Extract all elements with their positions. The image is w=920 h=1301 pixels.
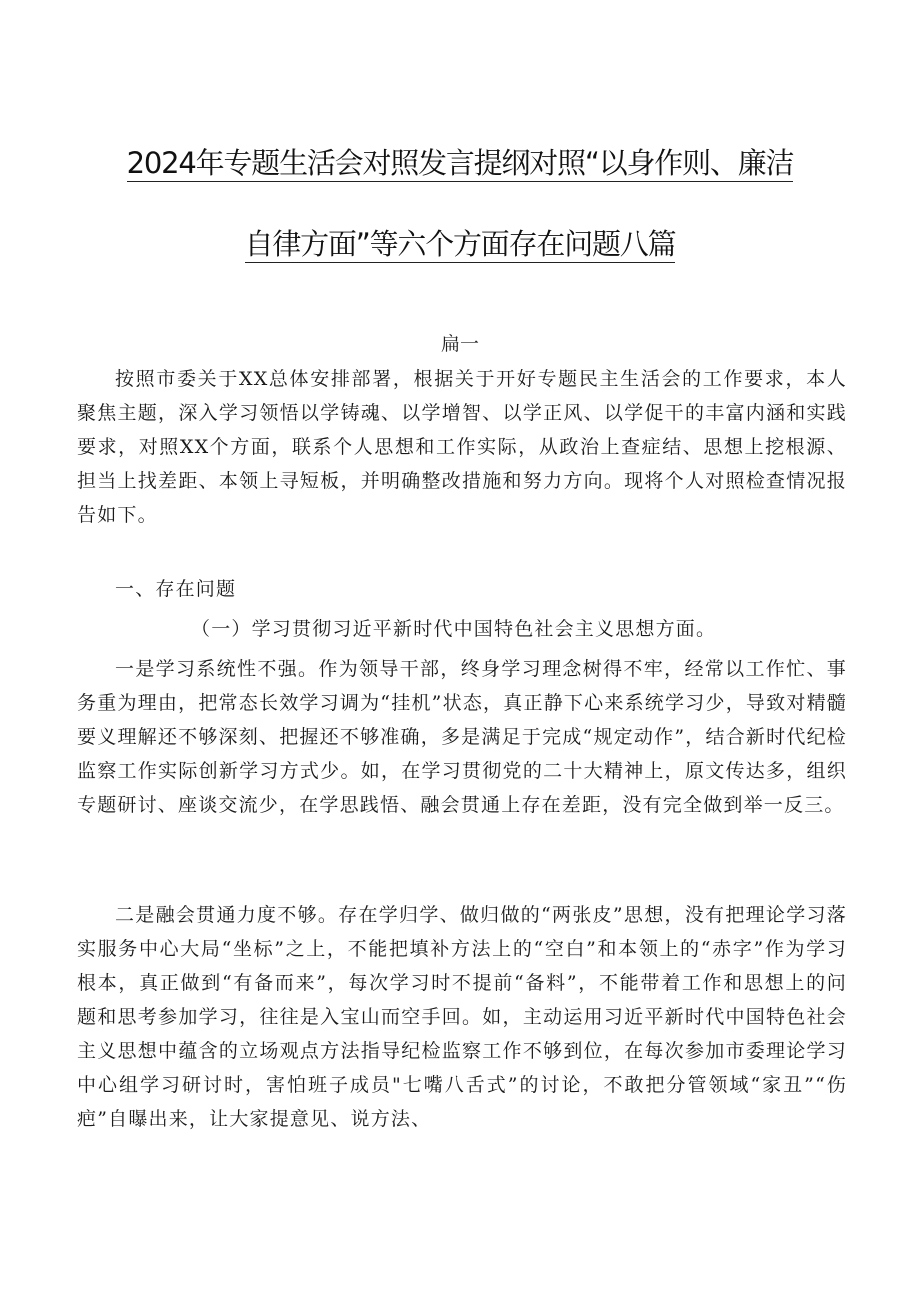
- paragraph-integration: [77, 898, 847, 1136]
- paragraph-study-systematic: [77, 652, 847, 822]
- section-label: 扁一: [440, 333, 479, 355]
- heading-existing-problems: 一、存在问题: [115, 578, 237, 600]
- paragraph-text: 二是融会贯通力度不够。存在学归学、做归做的“两张皮”思想，没有把理论学习落实服务中心大局“坐标”之上，不能把填补方法上的“空白”和本领上的“赤字”作为学习根本，真正做到“有备而来”，每次学习时不提前“备料”，不能带着工作和思想上的问题和思考参加学习，往往是入宝山而空手回。如，主动运用习近平新时代中国特色社会主义思想中蕴含的立场观点方法指导纪检监察工作不够到位，在每次参加市委理论学习中心组学习研讨时，害怕班子成员"七嘴八舌式”的讨论，不敢把分管领域“家丑”“伤疤”自曝出来，让大家提意见、说方法、: [77, 904, 847, 1130]
- intro-paragraph: [77, 362, 847, 532]
- paragraph-text: 一是学习系统性不强。作为领导干部，终身学习理念树得不牢，经常以工作忙、事务重为理由，把常态长效学习调为“挂机”状态，真正静下心来系统学习少，导致对精髓要义理解还不够深刻、把握还不够准确，多是满足于完成“规定动作”，结合新时代纪检监察工作实际创新学习方式少。如，在学习贯彻党的二十大精神上，原文传达多，组织专题研讨、座谈交流少，在学思践悟、融会贯通上存在差距，没有完全做到举一反三。: [77, 658, 847, 816]
- document-title-line-1: [60, 141, 860, 182]
- document-title-line-2: [60, 222, 860, 263]
- document-title-text-2: 自律方面”等六个方面存在问题八篇: [244, 227, 676, 261]
- subheading-study-thought: （一）学习贯彻习近平新时代中国特色社会主义思想方面。: [191, 618, 717, 640]
- paragraph-text: 按照市委关于XX总体安排部署，根据关于开好专题民主生活会的工作要求，本人聚焦主题，深入学习领悟以学铸魂、以学增智、以学正风、以学促干的丰富内涵和实践要求，对照XX个方面，联系个人思想和工作实际，从政治上查症结、思想上挖根源、担当上找差距、本领上寻短板，并明确整改措施和努力方向。现将个人对照检查情况报告如下。: [77, 368, 847, 526]
- document-title-text-1: 2024年专题生活会对照发言提纲对照“以身作则、廉洁: [126, 146, 794, 180]
